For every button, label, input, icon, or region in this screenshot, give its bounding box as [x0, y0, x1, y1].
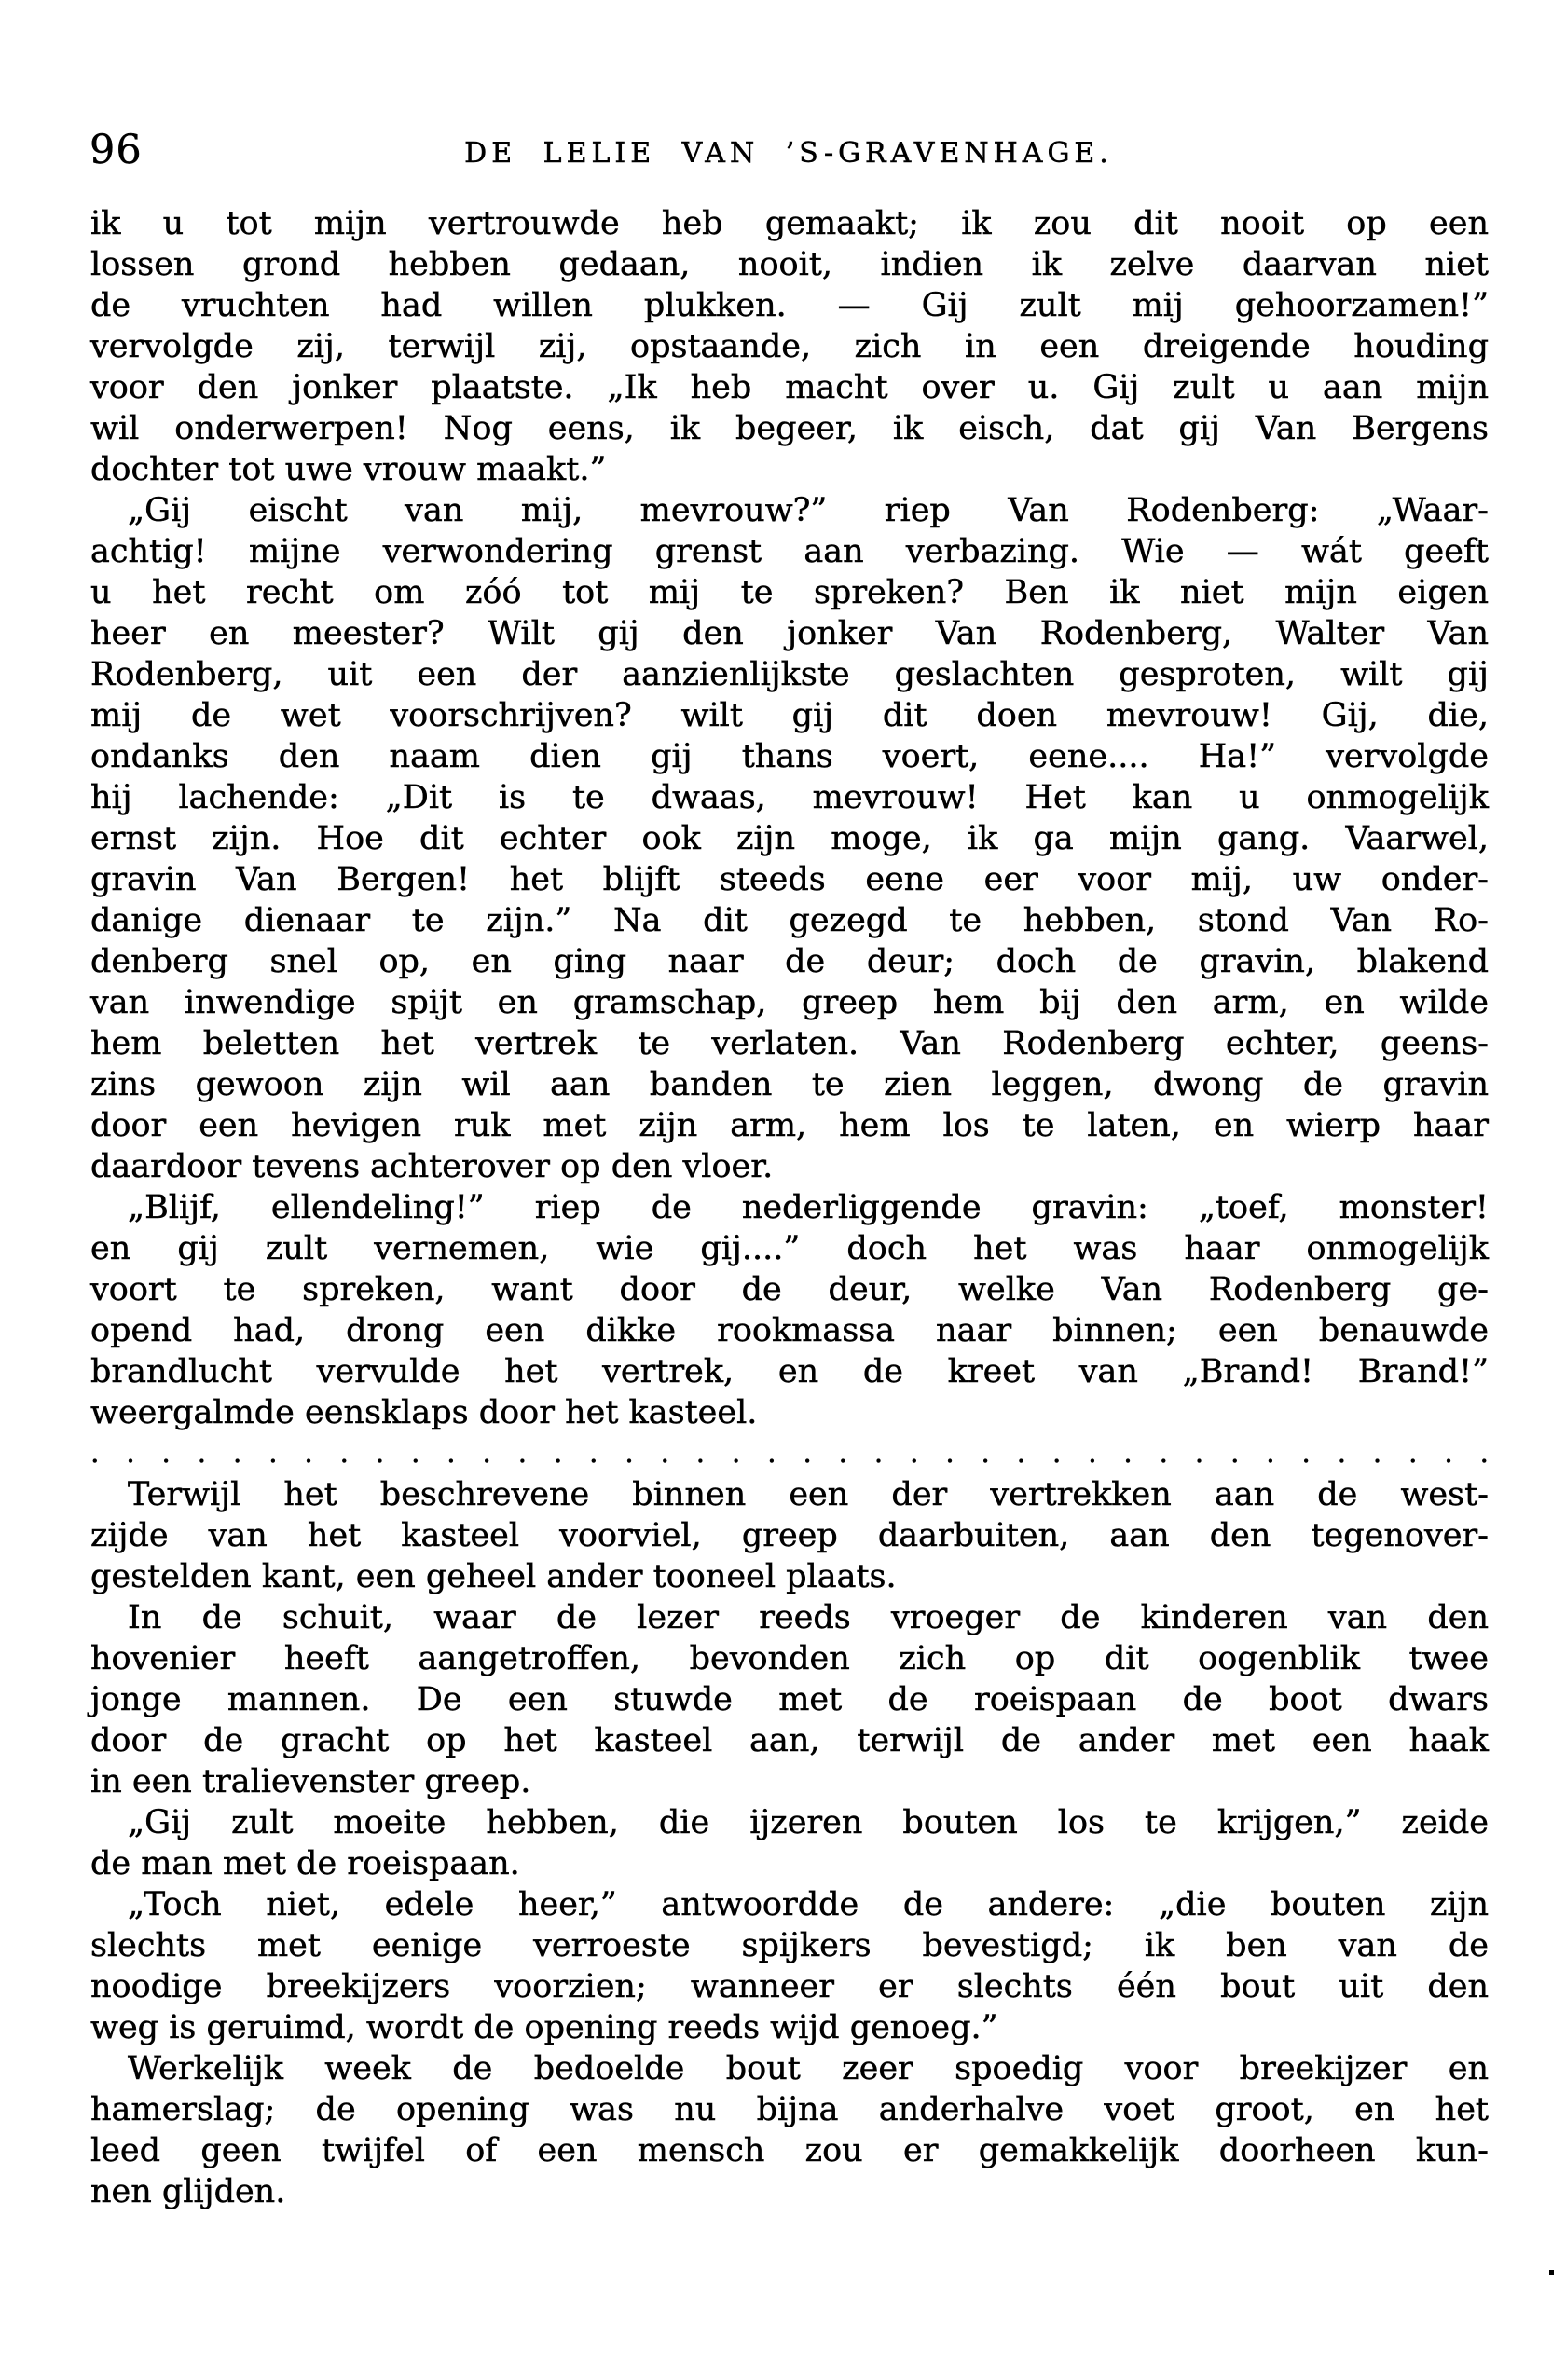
text-line: vervolgde zij, terwijl zij, opstaande, zich in een dreigende houding	[90, 328, 1489, 365]
text-line: „Toch niet, edele heer,” antwoordde de andere: „die bouten zijn	[128, 1886, 1489, 1923]
paragraph	[90, 1597, 1489, 1802]
text-line: Werkelijk week de bedoelde bout zeer spoedig voor breekijzer en	[128, 2050, 1489, 2087]
text-line: opend had, drong een dikke rookmassa naar binnen; een benauwde	[90, 1312, 1489, 1349]
text-line: gestelden kant, een geheel ander tooneel plaats.	[90, 1558, 897, 1595]
text-line: „Gij eischt van mij, mevrouw?” riep Van Rodenberg: „Waar-	[128, 492, 1489, 529]
text-line: en gij zult vernemen, wie gij....” doch het was haar onmogelijk	[90, 1230, 1489, 1267]
text-line: weergalmde eensklaps door het kasteel.	[90, 1394, 758, 1431]
page-header	[0, 127, 1566, 177]
text-line: voor den jonker plaatste. „Ik heb macht over u. Gij zult u aan mijn	[90, 369, 1489, 406]
text-line: hij lachende: „Dit is te dwaas, mevrouw! Het kan u onmogelijk	[90, 779, 1489, 816]
section-separator-dots: . . . . . . . . . . . . . . . . . . . . . . . . . . . . . . . . . . . . . . . .	[90, 1437, 1489, 1470]
paragraph	[90, 1187, 1489, 1433]
paragraph	[90, 2048, 1489, 2212]
text-line: In de schuit, waar de lezer reeds vroeger de kinderen van den	[128, 1599, 1489, 1636]
text-line: in een tralievenster greep.	[90, 1763, 531, 1800]
text-line: dochter tot uwe vrouw maakt.”	[90, 451, 607, 488]
text-line: brandlucht vervulde het vertrek, en de kreet van „Brand! Brand!”	[90, 1353, 1489, 1390]
paragraph	[90, 490, 1489, 1187]
text-line: van inwendige spijt en gramschap, greep hem bij den arm, en wilde	[90, 984, 1489, 1021]
text-line: voort te spreken, want door de deur, welke Van Rodenberg ge-	[90, 1271, 1489, 1308]
text-line: heer en meester? Wilt gij den jonker Van Rodenberg, Walter Van	[90, 615, 1489, 652]
text-line: hem beletten het vertrek te verlaten. Van Rodenberg echter, geens-	[90, 1025, 1489, 1062]
text-line: „Blijf, ellendeling!” riep de nederliggende gravin: „toef, monster!	[128, 1189, 1489, 1226]
text-line: mij de wet voorschrijven? wilt gij dit doen mevrouw! Gij, die,	[90, 697, 1489, 734]
text-line: de man met de roeispaan.	[90, 1845, 520, 1882]
text-line: gravin Van Bergen! het blijft steeds eene eer voor mij, uw onder-	[90, 861, 1489, 898]
text-line: de vruchten had willen plukken. — Gij zult mij gehoorzamen!”	[90, 287, 1489, 324]
text-line: ondanks den naam dien gij thans voert, eene.... Ha!” vervolgde	[90, 738, 1489, 775]
paragraph	[90, 203, 1489, 490]
text-line: u het recht om zóó tot mij te spreken? Ben ik niet mijn eigen	[90, 574, 1489, 611]
scan-artifact	[1549, 2270, 1554, 2275]
paragraph	[90, 1802, 1489, 1884]
text-line: zins gewoon zijn wil aan banden te zien leggen, dwong de gravin	[90, 1066, 1489, 1103]
text-line: „Gij zult moeite hebben, die ijzeren bouten los te krijgen,” zeide	[128, 1804, 1489, 1841]
text-line: ik u tot mijn vertrouwde heb gemaakt; ik zou dit nooit op een	[90, 205, 1489, 242]
text-line: wil onderwerpen! Nog eens, ik begeer, ik eisch, dat gij Van Bergens	[90, 410, 1489, 447]
running-title: DE LELIE VAN ’S-GRAVENHAGE.	[464, 137, 1113, 170]
page-number: 96	[89, 127, 143, 173]
text-line: zijde van het kasteel voorviel, greep daarbuiten, aan den tegenover-	[90, 1517, 1489, 1554]
text-line: hovenier heeft aangetroffen, bevonden zich op dit oogenblik twee	[90, 1640, 1489, 1677]
text-line: door een hevigen ruk met zijn arm, hem los te laten, en wierp haar	[90, 1107, 1489, 1144]
text-line: leed geen twijfel of een mensch zou er gemakkelijk doorheen kun-	[90, 2132, 1489, 2169]
text-line: lossen grond hebben gedaan, nooit, indien ik zelve daarvan niet	[90, 246, 1489, 283]
paragraph	[90, 1884, 1489, 2048]
text-line: slechts met eenige verroeste spijkers bevestigd; ik ben van de	[90, 1927, 1489, 1964]
text-line: nen glijden.	[90, 2173, 286, 2210]
paragraph	[90, 1474, 1489, 1597]
text-line: hamerslag; de opening was nu bijna anderhalve voet groot, en het	[90, 2091, 1489, 2128]
text-line: achtig! mijne verwondering grenst aan verbazing. Wie — wát geeft	[90, 533, 1489, 570]
text-line: door de gracht op het kasteel aan, terwijl de ander met een haak	[90, 1722, 1489, 1759]
text-line: noodige breekijzers voorzien; wanneer er slechts één bout uit den	[90, 1968, 1489, 2005]
text-line: danige dienaar te zijn.” Na dit gezegd te hebben, stond Van Ro-	[90, 902, 1489, 939]
text-line: Rodenberg, uit een der aanzienlijkste geslachten gesproten, wilt gij	[90, 656, 1489, 693]
text-line: Terwijl het beschrevene binnen een der vertrekken aan de west-	[128, 1476, 1489, 1513]
text-line: denberg snel op, en ging naar de deur; doch de gravin, blakend	[90, 943, 1489, 980]
body-text	[90, 203, 1489, 2212]
text-line: jonge mannen. De een stuwde met de roeispaan de boot dwars	[90, 1681, 1489, 1718]
text-line: weg is geruimd, wordt de opening reeds wijd genoeg.”	[90, 2009, 998, 2046]
text-line: ernst zijn. Hoe dit echter ook zijn moge, ik ga mijn gang. Vaarwel,	[90, 820, 1489, 857]
text-line: daardoor tevens achterover op den vloer.	[90, 1148, 774, 1185]
